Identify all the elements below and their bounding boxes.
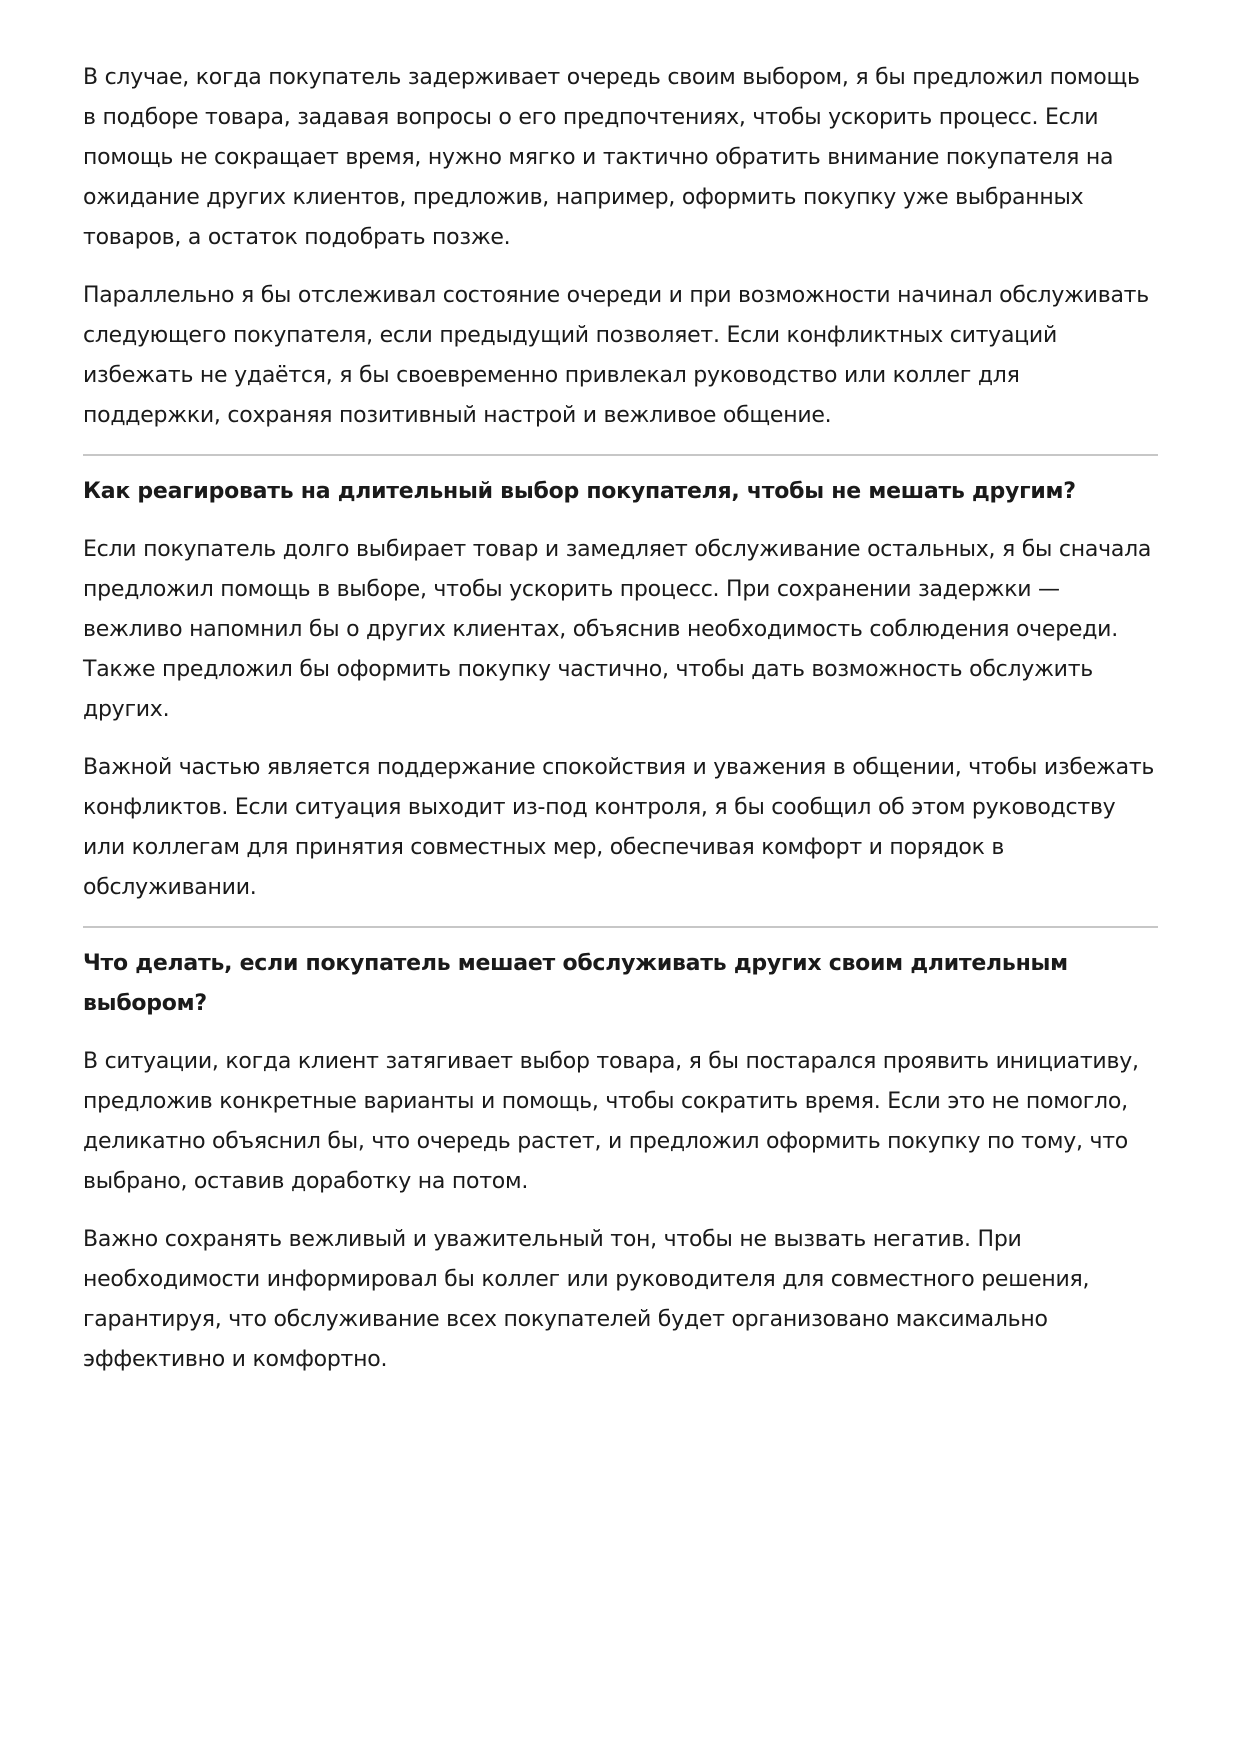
section-question-1 <box>83 472 1158 908</box>
paragraph: В случае, когда покупатель задерживает очередь своим выбором, я бы предложил помощь в подборе товара, задавая вопросы о его предпочтениях, чтобы ускорить процесс. Если помощь не сокращает время, нужно мягко и тактично обратить внимание покупателя на ожидание других клиентов, предложив, например, оформить покупку уже выбранных товаров, а остаток подобрать позже. <box>83 65 1140 250</box>
paragraph: Важно сохранять вежливый и уважительный тон, чтобы не вызвать негатив. При необходимости информировал бы коллег или руководителя для совместного решения, гарантируя, что обслуживание всех покупателей будет организовано максимально эффективно и комфортно. <box>83 1227 1090 1372</box>
paragraph: Если покупатель долго выбирает товар и замедляет обслуживание остальных, я бы сначала предложил помощь в выборе, чтобы ускорить процесс. При сохранении задержки — вежливо напомнил бы о других клиентах, объяснив необходимость соблюдения очереди. Также предложил бы оформить покупку частично, чтобы дать возможность обслужить других. <box>83 537 1152 722</box>
paragraph: Важной частью является поддержание спокойствия и уважения в общении, чтобы избежать конфликтов. Если ситуация выходит из-под контроля, я бы сообщил об этом руководству или коллегам для принятия совместных мер, обеспечивая комфорт и порядок в обслуживании. <box>83 755 1155 900</box>
section-question-2 <box>83 944 1158 1380</box>
section-divider <box>83 926 1158 928</box>
question-heading: Как реагировать на длительный выбор покупателя, чтобы не мешать другим? <box>83 479 1076 504</box>
paragraph: Параллельно я бы отслеживал состояние очереди и при возможности начинал обслуживать следующего покупателя, если предыдущий позволяет. Если конфликтных ситуаций избежать не удаётся, я бы своевременно привлекал руководство или коллег для поддержки, сохраняя позитивный настрой и вежливое общение. <box>83 283 1149 428</box>
paragraph: В ситуации, когда клиент затягивает выбор товара, я бы постарался проявить инициативу, предложив конкретные варианты и помощь, чтобы сократить время. Если это не помогло, деликатно объяснил бы, что очередь растет, и предложил оформить покупку по тому, что выбрано, оставив доработку на потом. <box>83 1049 1139 1194</box>
section-divider <box>83 454 1158 456</box>
section-intro <box>83 58 1158 436</box>
question-heading: Что делать, если покупатель мешает обслуживать других своим длительным выбором? <box>83 951 1068 1016</box>
document-page <box>83 58 1158 1398</box>
